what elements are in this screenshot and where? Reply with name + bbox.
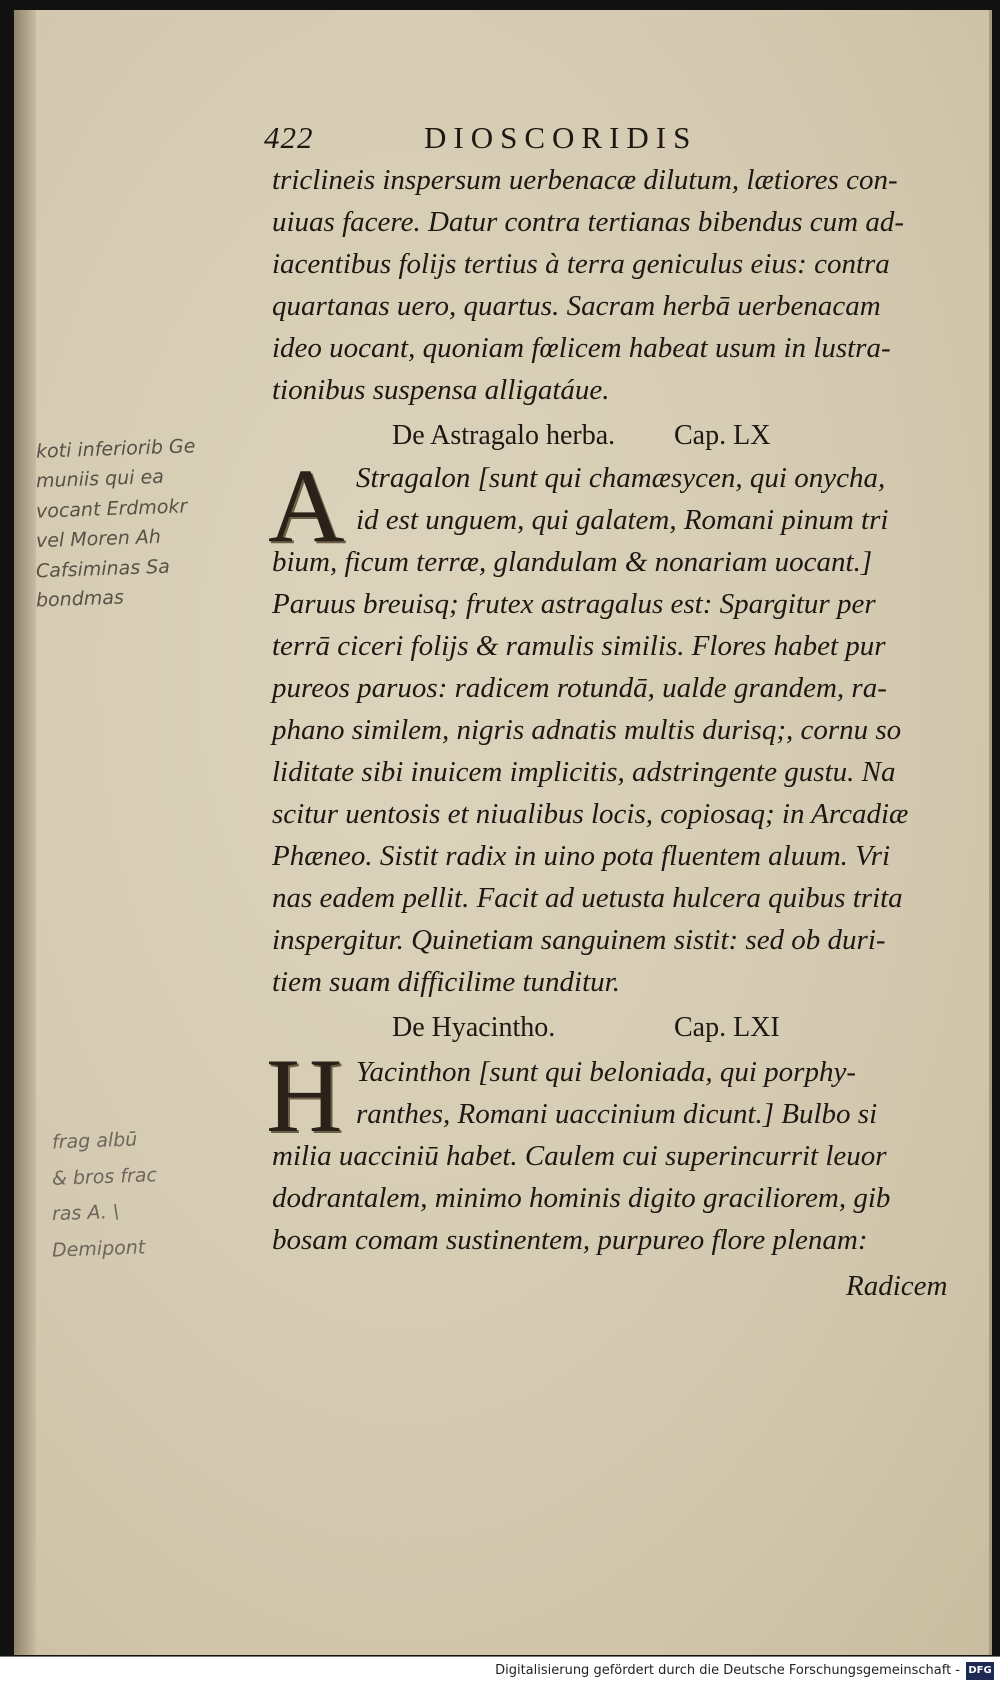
margin-note-line: muniis qui ea (35, 465, 165, 493)
body-line: tionibus suspensa alligatáue. (272, 374, 610, 406)
body-line: inspergitur. Quinetiam sanguinem sistit: sed ob duri- (272, 924, 886, 956)
body-line: nas eadem pellit. Facit ad uetusta hulcera quibus trita (272, 882, 903, 914)
body-line: ideo uocant, quoniam fœlicem habeat usum in lustra- (272, 332, 891, 364)
body-line: liditate sibi inuicem implicitis, adstringente gustu. Na (272, 756, 896, 788)
margin-note-line: koti inferiorib Ge (35, 435, 196, 463)
body-line: terrā ciceri folijs & ramulis similis. Flores habet pur (272, 630, 886, 662)
body-line: bium, ficum terræ, glandulam & nonariam uocant.] (272, 546, 873, 578)
body-line: ranthes, Romani uaccinium dicunt.] Bulbo si (356, 1098, 878, 1130)
book-gutter (14, 10, 36, 1655)
body-line: iacentibus folijs tertius à terra geniculus eius: contra (272, 248, 890, 280)
page-header (264, 120, 964, 156)
chapter-heading-lx (392, 420, 771, 452)
body-line: tiem suam difficilime tunditur. (272, 966, 620, 998)
body-line: Stragalon [sunt qui chamæsycen, qui onycha, (356, 462, 886, 494)
margin-note-line: Demipont (51, 1236, 146, 1262)
body-line: uiuas facere. Datur contra tertianas bibendus cum ad- (272, 206, 905, 238)
body-line: milia uacciniū habet. Caulem cui superincurrit leuor (272, 1140, 887, 1172)
chapter-title: De Hyacintho. (392, 1012, 556, 1043)
margin-note-line: vocant Erdmokr (35, 495, 188, 523)
body-line: Phæneo. Sistit radix in uino pota fluentem aluum. Vri (272, 840, 891, 872)
footer-credit: Digitalisierung gefördert durch die Deutsche Forschungsgemeinschaft - (495, 1663, 960, 1678)
digitization-footer (0, 1656, 1000, 1687)
body-line: scitur uentosis et niualibus locis, copiosaq; in Arcadiæ (272, 798, 909, 830)
margin-note-line: bondmas (35, 586, 125, 612)
margin-note-line: ras A. \ (51, 1200, 120, 1226)
chapter-title: De Astragalo herba. (392, 420, 616, 451)
drop-cap-h: H (266, 1037, 343, 1154)
chapter-heading-lxi (392, 1012, 780, 1044)
body-line: Yacinthon [sunt qui beloniada, qui porphy- (356, 1056, 856, 1088)
margin-note-line: vel Moren Ah (35, 525, 162, 553)
body-line: triclineis inspersum uerbenacæ dilutum, lætiores con- (272, 164, 898, 196)
page-number: 422 (264, 120, 314, 155)
running-head: DIOSCORIDIS (424, 120, 698, 155)
body-line: dodrantalem, minimo hominis digito graciliorem, gib (272, 1182, 891, 1214)
margin-note-line: & bros frac (51, 1164, 158, 1190)
body-line: id est unguem, qui galatem, Romani pinum tri (356, 504, 889, 536)
margin-note-line: frag albū (51, 1128, 138, 1154)
body-line: pureos paruos: radicem rotundā, ualde grandem, ra- (272, 672, 887, 704)
body-line: phano similem, nigris adnatis multis durisq;, cornu so (272, 714, 902, 746)
book-page (14, 10, 992, 1655)
chapter-number: Cap. LXI (674, 1012, 780, 1043)
dfg-logo: DFG (966, 1662, 994, 1680)
margin-note-line: Cafsiminas Sa (35, 555, 171, 583)
drop-cap-a: A (268, 447, 345, 564)
body-line: Paruus breuisq; frutex astragalus est: Spargitur per (272, 588, 876, 620)
body-line: quartanas uero, quartus. Sacram herbā uerbenacam (272, 290, 881, 322)
chapter-number: Cap. LX (674, 420, 771, 451)
catchword: Radicem (846, 1270, 948, 1302)
body-line: bosam comam sustinentem, purpureo flore plenam: (272, 1224, 868, 1256)
